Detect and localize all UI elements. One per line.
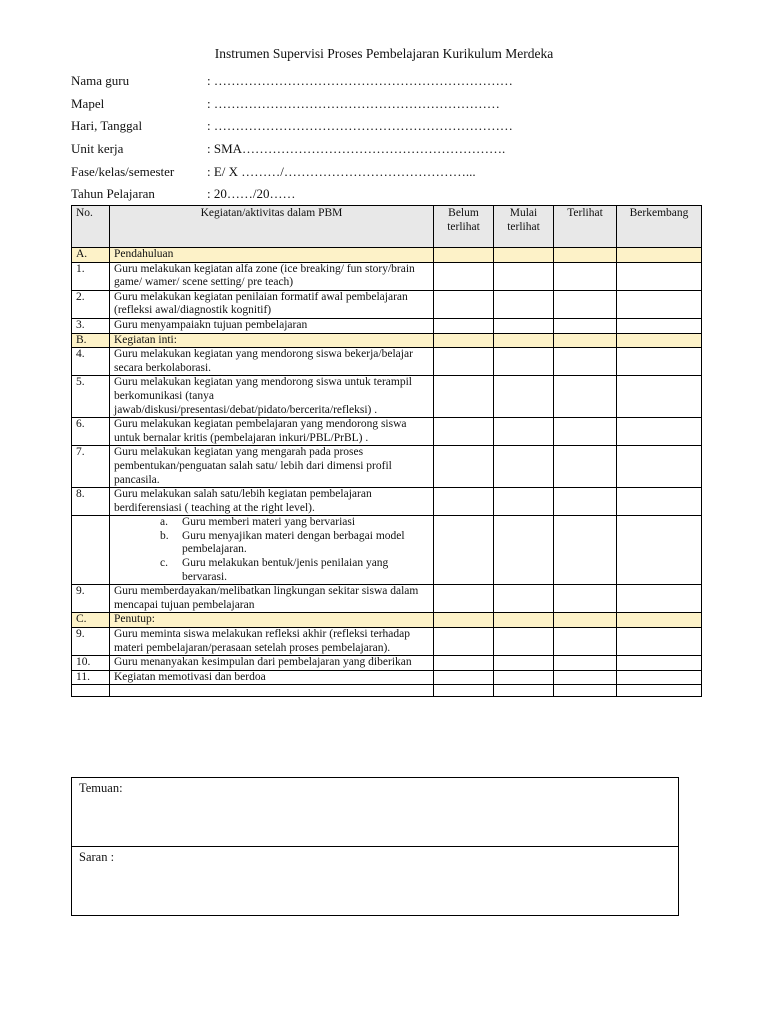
sub-item-text: Guru menyajikan materi dengan berbagai model pembelajaran.: [182, 529, 405, 556]
section-title: Penutup:: [110, 613, 434, 628]
header-activity: Kegiatan/aktivitas dalam PBM: [110, 206, 434, 248]
list-item: [160, 530, 429, 557]
rating-cell[interactable]: [554, 290, 617, 318]
table-row-empty: [72, 685, 702, 697]
rating-cell[interactable]: [617, 262, 702, 290]
supervision-table: [71, 205, 702, 697]
info-row-unit-kerja: [71, 138, 513, 161]
item-text: Guru melakukan kegiatan yang mengarah pada proses pembentukan/penguatan salah satu/ lebih dari dimensi profil pancasila.: [110, 446, 434, 488]
item-no: 7.: [72, 446, 110, 488]
rating-cell[interactable]: [494, 628, 554, 656]
rating-cell[interactable]: [617, 488, 702, 516]
rating-cell[interactable]: [434, 613, 494, 628]
saran-label: Saran :: [79, 850, 115, 864]
table-row: [72, 262, 702, 290]
rating-cell[interactable]: [494, 262, 554, 290]
item-no: 4.: [72, 348, 110, 376]
rating-cell[interactable]: [434, 656, 494, 671]
rating-cell[interactable]: [434, 418, 494, 446]
rating-cell[interactable]: [617, 613, 702, 628]
info-label: Tahun Pelajaran: [71, 186, 155, 202]
section-letter: A.: [72, 248, 110, 263]
rating-cell[interactable]: [554, 628, 617, 656]
rating-cell[interactable]: [434, 262, 494, 290]
info-value[interactable]: : 20……/20……: [207, 186, 296, 202]
sub-item-marker: c.: [160, 557, 168, 570]
header-berkembang: Berkembang: [617, 206, 702, 248]
rating-cell[interactable]: [494, 333, 554, 348]
temuan-label: Temuan:: [79, 781, 123, 795]
table-row: [72, 290, 702, 318]
rating-cell[interactable]: [494, 418, 554, 446]
item-no: 1.: [72, 262, 110, 290]
info-label: Unit kerja: [71, 141, 124, 157]
info-fields: [71, 70, 513, 206]
table-row: [72, 376, 702, 418]
info-label: Nama guru: [71, 73, 130, 89]
rating-cell[interactable]: [554, 446, 617, 488]
rating-cell[interactable]: [554, 262, 617, 290]
info-row-fase-kelas-semester: [71, 160, 513, 183]
info-value[interactable]: : SMA…………………………………………………….: [207, 141, 506, 157]
rating-cell[interactable]: [494, 585, 554, 613]
info-value[interactable]: : ……………………………………………………………: [207, 73, 513, 89]
rating-cell[interactable]: [434, 248, 494, 263]
document-title: Instrumen Supervisi Proses Pembelajaran Kurikulum Merdeka: [214, 46, 554, 61]
rating-cell[interactable]: [434, 685, 494, 697]
info-value[interactable]: : ……………………………………………………………: [207, 118, 513, 134]
item-no: 9.: [72, 585, 110, 613]
info-row-mapel: [71, 93, 513, 116]
info-label: Hari, Tanggal: [71, 118, 143, 134]
header-no: No.: [72, 206, 110, 248]
section-row-kegiatan-inti: [72, 333, 702, 348]
rating-cell[interactable]: [434, 670, 494, 685]
info-row-tahun-pelajaran: [71, 183, 513, 206]
rating-cell[interactable]: [434, 585, 494, 613]
section-letter: C.: [72, 613, 110, 628]
rating-cell[interactable]: [617, 290, 702, 318]
table-header-row: [72, 206, 702, 248]
sub-item-text: Guru memberi materi yang bervariasi: [182, 516, 356, 529]
rating-cell[interactable]: [434, 628, 494, 656]
rating-cell[interactable]: [434, 348, 494, 376]
rating-cell[interactable]: [434, 333, 494, 348]
item-no: 8.: [72, 488, 110, 516]
rating-cell[interactable]: [494, 656, 554, 671]
rating-cell[interactable]: [617, 376, 702, 418]
rating-cell[interactable]: [494, 318, 554, 333]
table-row: [72, 418, 702, 446]
table-row: [72, 670, 702, 685]
rating-cell[interactable]: [617, 348, 702, 376]
table-row: [72, 318, 702, 333]
item-no: 11.: [72, 670, 110, 685]
rating-cell[interactable]: [617, 248, 702, 263]
rating-cell[interactable]: [554, 585, 617, 613]
rating-cell[interactable]: [554, 613, 617, 628]
rating-cell[interactable]: [554, 656, 617, 671]
rating-cell[interactable]: [554, 248, 617, 263]
rating-cell[interactable]: [554, 516, 617, 585]
section-title: Pendahuluan: [110, 248, 434, 263]
rating-cell[interactable]: [494, 290, 554, 318]
rating-cell[interactable]: [617, 446, 702, 488]
item-text: Guru melakukan kegiatan pembelajaran yang mendorong siswa untuk bernalar kritis (pembelajaran inkuri/PBL/PrBL) .: [110, 418, 434, 446]
rating-cell[interactable]: [494, 516, 554, 585]
item-no: 3.: [72, 318, 110, 333]
saran-box[interactable]: [72, 846, 678, 915]
temuan-box[interactable]: [72, 778, 678, 846]
rating-cell[interactable]: [617, 685, 702, 697]
rating-cell[interactable]: [554, 318, 617, 333]
sub-item-marker: a.: [160, 516, 168, 529]
info-row-nama-guru: [71, 70, 513, 93]
sub-item-list: [114, 516, 429, 584]
rating-cell[interactable]: [554, 488, 617, 516]
rating-cell[interactable]: [434, 488, 494, 516]
item-text: Guru menyampaiakn tujuan pembelajaran: [110, 318, 434, 333]
item-text: Guru melakukan kegiatan penilaian formatif awal pembelajaran (refleksi awal/diagnostik kognitif): [110, 290, 434, 318]
rating-cell[interactable]: [494, 613, 554, 628]
rating-cell[interactable]: [617, 585, 702, 613]
rating-cell[interactable]: [617, 318, 702, 333]
list-item: [160, 516, 429, 530]
info-label: Fase/kelas/semester: [71, 163, 175, 179]
sub-item-marker: b.: [160, 529, 169, 542]
empty-cell: [72, 685, 110, 697]
section-row-penutup: [72, 613, 702, 628]
rating-cell[interactable]: [434, 516, 494, 585]
rating-cell[interactable]: [494, 248, 554, 263]
rating-cell[interactable]: [434, 318, 494, 333]
rating-cell[interactable]: [434, 290, 494, 318]
rating-cell[interactable]: [617, 628, 702, 656]
item-no: 6.: [72, 418, 110, 446]
item-text: Guru menanyakan kesimpulan dari pembelajaran yang diberikan: [110, 656, 434, 671]
table-row: [72, 585, 702, 613]
rating-cell[interactable]: [494, 670, 554, 685]
item-text: Guru melakukan kegiatan alfa zone (ice breaking/ fun story/brain game/ wamer/ scene setting/ pre teach): [110, 262, 434, 290]
rating-cell[interactable]: [494, 446, 554, 488]
section-title: Kegiatan inti:: [110, 333, 434, 348]
sub-item-text: Guru melakukan bentuk/jenis penilaian yang bervarasi.: [182, 557, 389, 583]
rating-cell[interactable]: [494, 376, 554, 418]
item-text: Guru melakukan salah satu/lebih kegiatan pembelajaran berdiferensiasi ( teaching at the right level).: [110, 488, 434, 516]
info-label: Mapel: [71, 95, 105, 111]
rating-cell[interactable]: [554, 333, 617, 348]
rating-cell[interactable]: [617, 333, 702, 348]
rating-cell[interactable]: [617, 516, 702, 585]
info-value[interactable]: : …………………………………………………………: [207, 95, 500, 111]
info-row-hari-tanggal: [71, 115, 513, 138]
header-mulai-terlihat: Mulai terlihat: [494, 206, 554, 248]
item-text: Guru meminta siswa melakukan refleksi akhir (refleksi terhadap materi pembelajaran/perasaan setelah proses pembelajaran).: [110, 628, 434, 656]
rating-cell[interactable]: [554, 376, 617, 418]
item-no-empty: [72, 516, 110, 585]
table-row: [72, 446, 702, 488]
section-row-pendahuluan: [72, 248, 702, 263]
notes-box: [71, 777, 679, 916]
rating-cell[interactable]: [554, 418, 617, 446]
item-no: 9.: [72, 628, 110, 656]
header-belum-terlihat: Belum terlihat: [434, 206, 494, 248]
table-row: [72, 628, 702, 656]
rating-cell[interactable]: [494, 685, 554, 697]
rating-cell[interactable]: [554, 348, 617, 376]
item-text: Guru melakukan kegiatan yang mendorong siswa bekerja/belajar secara berkolaborasi.: [110, 348, 434, 376]
item-text: Guru memberdayakan/melibatkan lingkungan sekitar siswa dalam mencapai tujuan pembelajaran: [110, 585, 434, 613]
item-no: 10.: [72, 656, 110, 671]
table-row-subitems: [72, 516, 702, 585]
info-value[interactable]: : E/ X ………/……………………………………...: [207, 163, 476, 179]
rating-cell[interactable]: [554, 670, 617, 685]
rating-cell[interactable]: [617, 418, 702, 446]
item-no: 2.: [72, 290, 110, 318]
rating-cell[interactable]: [617, 656, 702, 671]
rating-cell[interactable]: [434, 376, 494, 418]
empty-cell[interactable]: [110, 685, 434, 697]
item-text: Kegiatan memotivasi dan berdoa: [110, 670, 434, 685]
rating-cell[interactable]: [434, 446, 494, 488]
table-row: [72, 488, 702, 516]
rating-cell[interactable]: [617, 670, 702, 685]
item-text: Guru melakukan kegiatan yang mendorong siswa untuk terampil berkomunikasi (tanya jawab/diskusi/presentasi/debat/pidato/bercerita/refleksi) .: [110, 376, 434, 418]
table-row: [72, 656, 702, 671]
item-no: 5.: [72, 376, 110, 418]
rating-cell[interactable]: [494, 348, 554, 376]
section-letter: B.: [72, 333, 110, 348]
rating-cell[interactable]: [554, 685, 617, 697]
table-row: [72, 348, 702, 376]
rating-cell[interactable]: [494, 488, 554, 516]
header-terlihat: Terlihat: [554, 206, 617, 248]
sub-item-cell: [110, 516, 434, 585]
list-item: [160, 557, 429, 584]
